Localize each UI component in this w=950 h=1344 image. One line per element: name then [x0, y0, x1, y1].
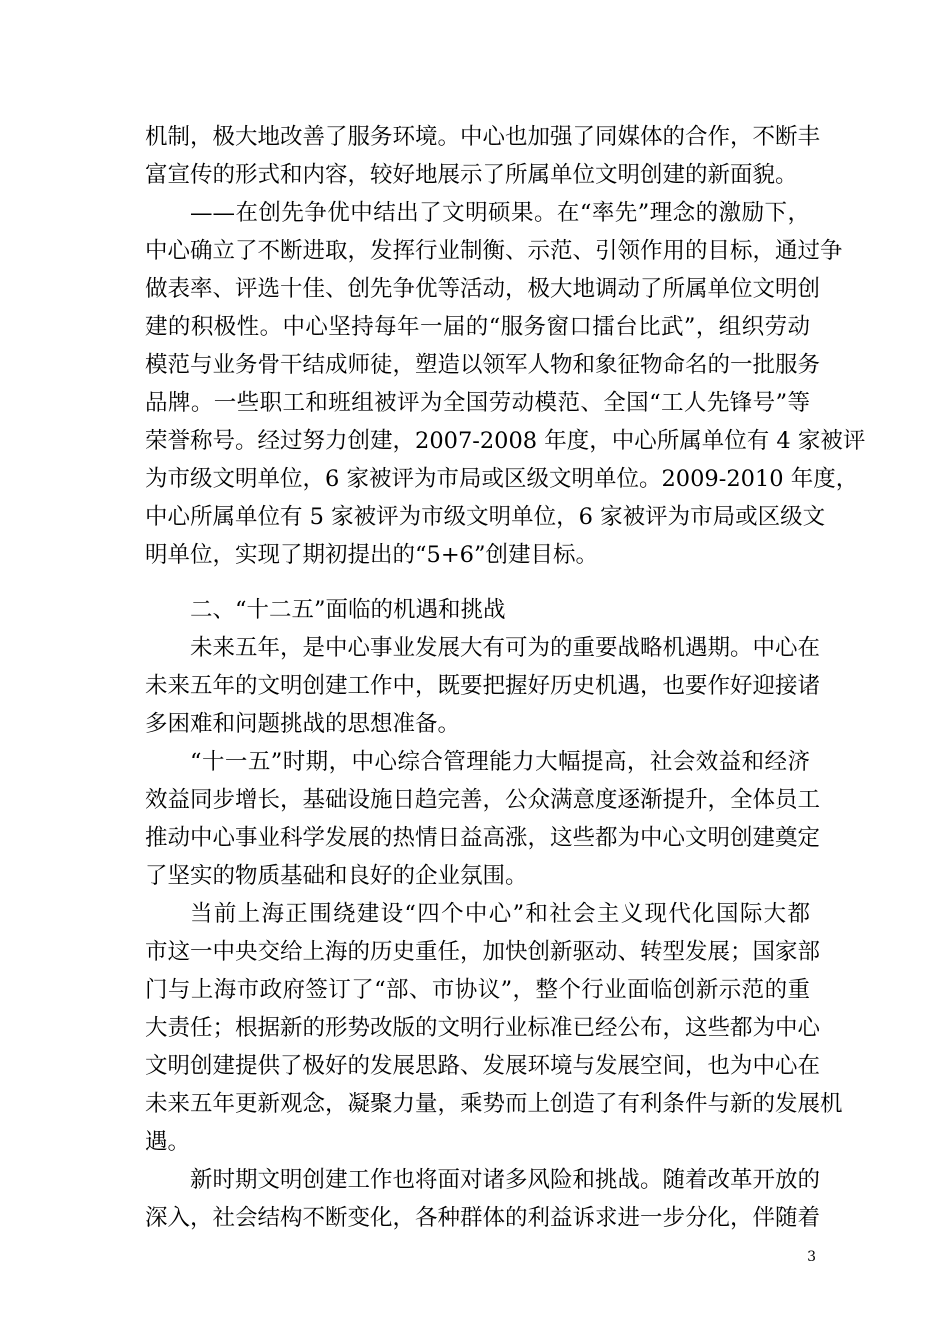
text-line: 效益同步增长，基础设施日趋完善，公众满意度逐渐提升，全体员工 — [145, 787, 821, 813]
text-line: 未来五年，是中心事业发展大有可为的重要战略机遇期。中心在 — [190, 635, 821, 661]
text-line: 品牌。一些职工和班组被评为全国劳动模范、全国“工人先锋号”等 — [145, 390, 810, 416]
text-line: 推动中心事业科学发展的热情日益高涨，这些都为中心文明创建奠定 — [145, 825, 821, 851]
text-line: 中心所属单位有 5 家被评为市级文明单位，6 家被评为市局或区级文 — [145, 504, 826, 530]
text-line: 富宣传的形式和内容，较好地展示了所属单位文明创建的新面貌。 — [145, 162, 798, 188]
text-line: 门与上海市政府签订了“部、市协议”，整个行业面临创新示范的重 — [145, 977, 810, 1003]
text-line: “十一五”时期，中心综合管理能力大幅提高，社会效益和经济 — [190, 749, 810, 775]
section-heading: 二、“十二五”面临的机遇和挑战 — [190, 597, 506, 623]
text-line: 市这一中央交给上海的历史重任，加快创新驱动、转型发展；国家部 — [145, 939, 821, 965]
text-line: 当前上海正围绕建设“四个中心”和社会主义现代化国际大都 — [190, 901, 810, 927]
text-line: 中心确立了不断进取，发挥行业制衡、示范、引领作用的目标，通过争 — [145, 238, 843, 264]
text-line: 机制，极大地改善了服务环境。中心也加强了同媒体的合作，不断丰 — [145, 124, 821, 150]
text-line: 了坚实的物质基础和良好的企业氛围。 — [145, 863, 528, 889]
text-line: 遇。 — [145, 1129, 191, 1155]
text-line: 新时期文明创建工作也将面对诸多风险和挑战。随着改革开放的 — [190, 1167, 821, 1193]
text-line: 文明创建提供了极好的发展思路、发展环境与发展空间，也为中心在 — [145, 1053, 821, 1079]
text-line: 未来五年更新观念，凝聚力量，乘势而上创造了有利条件与新的发展机 — [145, 1091, 843, 1117]
text-line: 做表率、评选十佳、创先争优等活动，极大地调动了所属单位文明创 — [145, 276, 821, 302]
text-line: 多困难和问题挑战的思想准备。 — [145, 711, 461, 737]
text-line: 模范与业务骨干结成师徒，塑造以领军人物和象征物命名的一批服务 — [145, 352, 821, 378]
text-line: 明单位，实现了期初提出的“5+6”创建目标。 — [145, 542, 598, 568]
text-line: 建的积极性。中心坚持每年一届的“服务窗口擂台比武”，组织劳动 — [145, 314, 810, 340]
page-number: 3 — [807, 1249, 816, 1265]
text-line: 为市级文明单位，6 家被评为市局或区级文明单位。2009-2010 年度， — [145, 466, 859, 492]
text-line: 荣誉称号。经过努力创建，2007-2008 年度，中心所属单位有 4 家被评 — [145, 428, 866, 454]
text-line: 深入，社会结构不断变化，各种群体的利益诉求进一步分化，伴随着 — [145, 1205, 821, 1231]
text-line: 大责任；根据新的形势改版的文明行业标准已经公布，这些都为中心 — [145, 1015, 821, 1041]
text-line: ——在创先争优中结出了文明硕果。在“率先”理念的激励下， — [190, 200, 810, 226]
text-line: 未来五年的文明创建工作中，既要把握好历史机遇，也要作好迎接诸 — [145, 673, 821, 699]
